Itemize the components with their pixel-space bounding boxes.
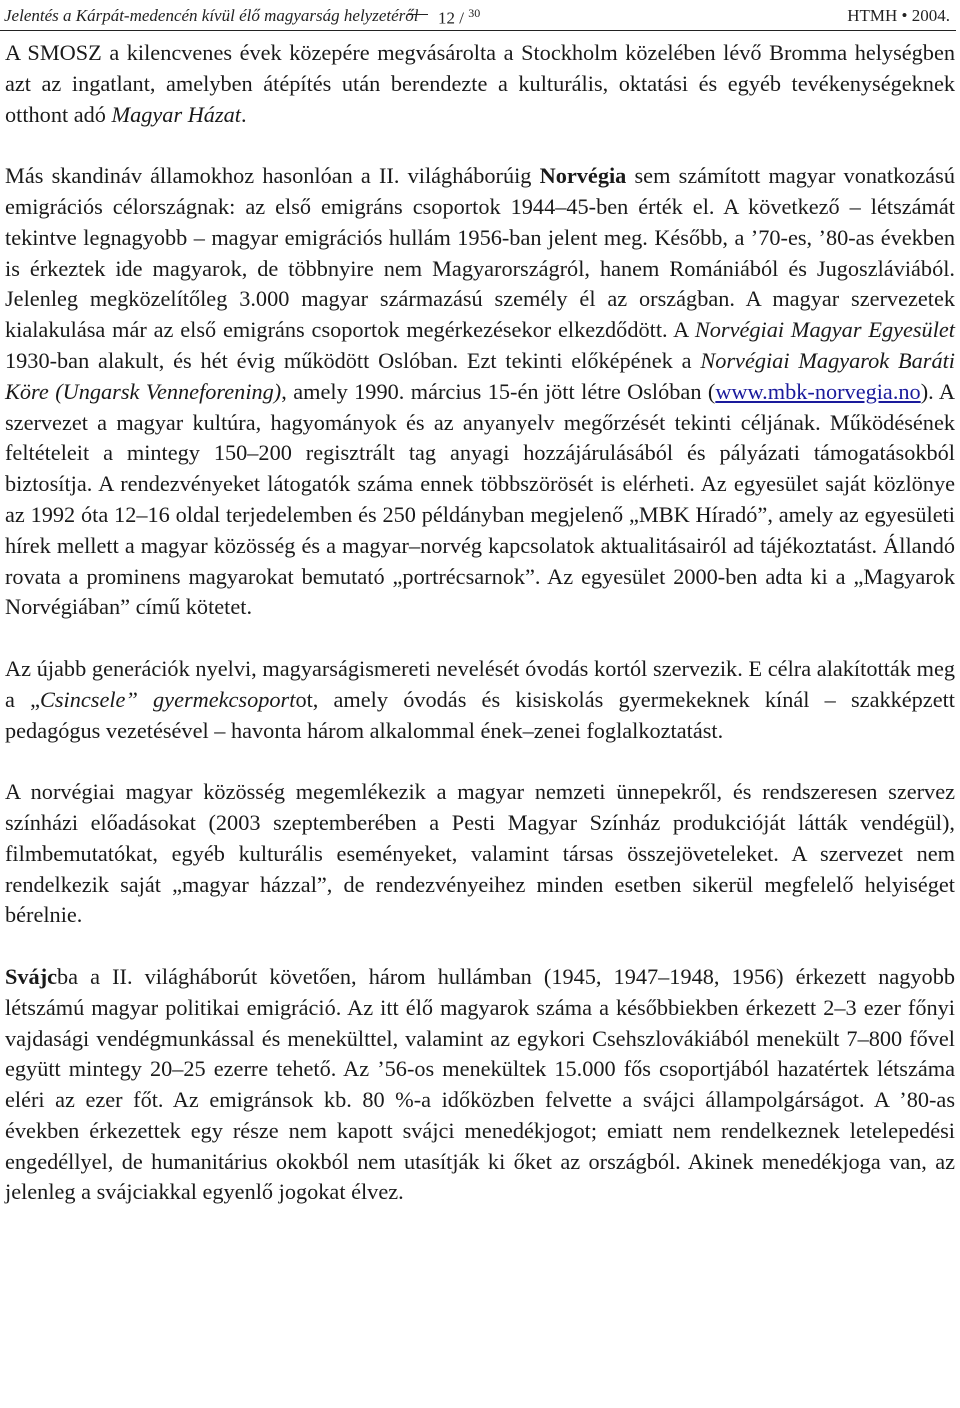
text-run: , amely 1990. március 15-én jött létre Oslóban (	[281, 378, 716, 404]
text-run: Más skandináv államokhoz hasonlóan a II. világháborúig	[5, 163, 540, 189]
header-title: Jelentés a Kárpát-medencén kívül élő magyarság helyzetéről	[4, 6, 419, 25]
text-run: sem számított magyar vonatkozású emigrációs célországnak: az első emigráns csoportok 1944–45-ben érték el. A következő – létszámát tekintve legnagyobb – magyar emigrációs hullám 1956-ban jelent meg. Később, a ’70-es, ’80-as években is érkeztek ide magyarok, de többnyire nem Magyarországról, hanem Romániából és Jugoszláviából. Jelenleg megközelítőleg 3.000 magyar származású személy él az országban. A magyar szervezetek kialakulása már az első emigráns csoportok megérkezésekor elkezdődött. A	[5, 163, 956, 343]
page-total: 30	[468, 6, 481, 20]
paragraph-csincsele	[5, 654, 955, 746]
body-text	[5, 38, 955, 1208]
italic-term: Magyar Házat	[111, 101, 241, 127]
text-run: .	[240, 101, 247, 127]
text-run: ba a II. világháborút követően, három hullámban (1945, 1947–1948, 1956) érkezett nagyobb létszámú magyar politikai emigráció. Az itt élő magyarok száma a későbbiekben érkezett 2–3 ezer főnyi vajdasági vendégmunkással és menekülttel, valamint az egykori Csehszlovákiából menekült 7–800 fővel együtt mintegy 20–25 ezerre tehető. Az ’56-os menekültek 15.000 fős csoportjából hazatértek létszáma eléri az ezer főt. Az emigránsok kb. 80 %-a időközben felvette a svájci állampolgárságot. A ’80-as években érkezettek egy része nem kapott svájci menedékjogot; emiatt nem rendelkeznek letelepedési engedéllyel, de humanitárius okokból nem utasítják ki őket az országból. Akinek menedékjoga van, az jelenleg a svájciakkal egyenlő jogokat élvez.	[5, 963, 955, 1205]
italic-term: Csincsele” gyermekcsoport	[39, 686, 296, 712]
italic-term: Norvégiai Magyar Egyesület	[694, 317, 955, 343]
text-run: ). A szervezet a magyar kultúra, hagyományok és az anyanyelv megőrzését tekinti céljának. Működésének feltételeit a mintegy 150–200 regisztrált tag anyagi hozzájárulásából és pályázati támogatásokból biztosítja. A rendezvényeket látogatók száma ennek többszörösét is elérheti. Az egyesület saját közlönye az 1992 óta 12–16 oldal terjedelemben és 250 példányban megjelenő „MBK Híradó”, amely az egyesületi hírek mellett a magyar közösség és a magyar–norvég kapcsolatok aktualitásairól ad tájékoztatást. Állandó rovata a prominens magyarokat bemutató „portrécsarnok”. Az egyesület 2000-ben adta ki a „Magyarok Norvégiában” című kötetet.	[5, 378, 956, 620]
text-run: A SMOSZ a kilencvenes évek közepére megvásárolta a Stockholm közelében lévő Bromma helységben azt az ingatlant, amelyben átépítés után berendezte a kulturális, oktatási és egyéb tevékenységeknek otthont adó	[5, 40, 955, 127]
running-header	[0, 0, 956, 31]
header-dash	[408, 14, 428, 15]
paragraph-norvegia	[5, 161, 955, 623]
website-link[interactable]: www.mbk-norvegia.no	[715, 378, 921, 404]
italic-term: Norvégiai Magyarok Baráti Köre (Ungarsk Venneforening)	[5, 347, 955, 404]
header-publisher-date: HTMH • 2004.	[847, 6, 950, 25]
text-run: A norvégiai magyar közösség megemlékezik a magyar nemzeti ünnepekről, és rendszeresen szervez színházi előadásokat (2003 szeptemberében a Pesti Magyar Színház produkcióját látták vendégül), filmbemutatókat, egyéb kulturális eseményeket, valamint társas összejöveteleket. A szervezet nem rendelkezik saját „magyar házzal”, de rendezvényeihez minden esetben sikerül megfelelő helyiséget bérelnie.	[5, 779, 955, 928]
bold-country: Norvégia	[539, 163, 627, 189]
paragraph-smosz	[5, 38, 955, 130]
paragraph-svajc	[5, 962, 955, 1208]
page-current: 12	[438, 8, 455, 28]
text-run: Az újabb generációk nyelvi, magyarságismereti nevelését óvodás kortól szervezik. E célra alakították meg a „	[5, 655, 955, 712]
text-run: ot, amely óvodás és kisiskolás gyermekeknek kínál – szakképzett pedagógus vezetésével – havonta három alkalommal ének–zenei foglalkoztatást.	[5, 686, 955, 743]
paragraph-events	[5, 777, 955, 931]
page-number: 12 / $^{30}$	[438, 6, 481, 28]
text-run: 1930-ban alakult, és hét évig működött Oslóban. Ezt tekinti előképének a	[5, 347, 701, 373]
bold-country: Svájc	[5, 963, 58, 989]
